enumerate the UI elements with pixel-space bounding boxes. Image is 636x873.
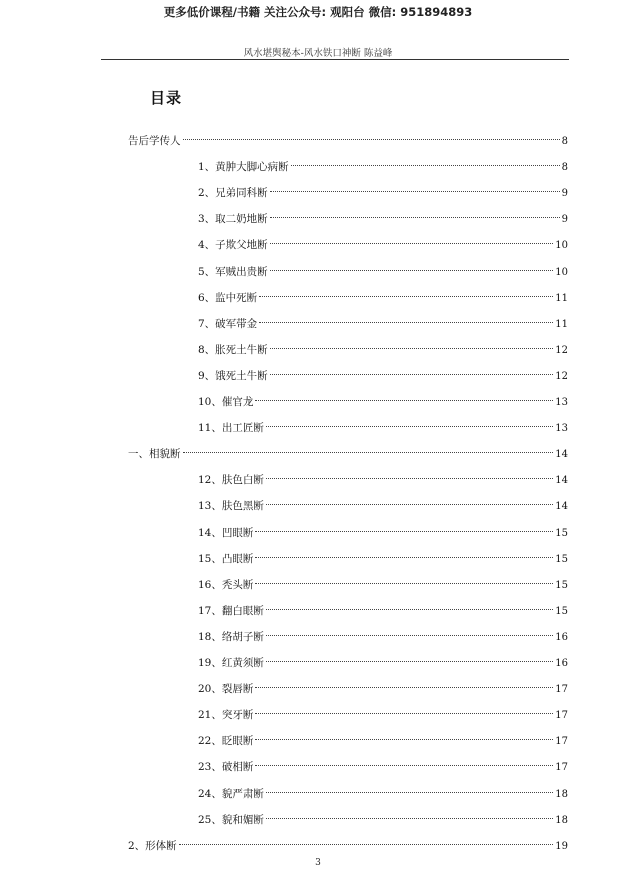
dot-leader bbox=[266, 635, 553, 636]
dot-leader bbox=[255, 739, 553, 740]
toc-entry[interactable] bbox=[198, 757, 568, 777]
toc-entry-page: 15 bbox=[555, 527, 568, 539]
toc-entry[interactable] bbox=[198, 288, 568, 308]
toc-entry-label: 2、兄弟同科断 bbox=[198, 187, 268, 200]
toc-section-entry[interactable] bbox=[128, 836, 568, 856]
running-header: 风水堪舆秘本-风水铁口神断 陈益峰 bbox=[243, 48, 393, 59]
dot-leader bbox=[255, 713, 553, 714]
dot-leader bbox=[266, 818, 553, 819]
toc-entry[interactable] bbox=[198, 679, 568, 699]
toc-entry[interactable] bbox=[198, 784, 568, 804]
toc-entry[interactable] bbox=[198, 549, 568, 569]
dot-leader bbox=[255, 687, 553, 688]
toc-entry-label: 21、突牙断 bbox=[198, 709, 254, 722]
toc-entry[interactable] bbox=[198, 653, 568, 673]
toc-entry[interactable] bbox=[198, 392, 568, 412]
dot-leader bbox=[255, 531, 553, 532]
toc-entry-page: 15 bbox=[555, 553, 568, 565]
toc-entry[interactable] bbox=[198, 340, 568, 360]
toc-entry-label: 7、破军带金 bbox=[198, 317, 258, 330]
toc-entry-label: 一、相貌断 bbox=[128, 448, 181, 461]
toc-entry[interactable] bbox=[198, 262, 568, 282]
toc-entry-label: 6、监中死断 bbox=[198, 291, 258, 304]
dot-leader bbox=[266, 426, 553, 427]
dot-leader bbox=[266, 609, 553, 610]
toc-entry-page: 10 bbox=[555, 240, 568, 252]
toc-entry[interactable] bbox=[198, 235, 568, 255]
toc-entry-page: 14 bbox=[555, 501, 568, 513]
toc-entry-page: 11 bbox=[555, 292, 568, 304]
dot-leader bbox=[270, 217, 560, 218]
dot-leader bbox=[259, 322, 553, 323]
toc-entry-label: 18、络胡子断 bbox=[198, 630, 264, 643]
toc-entry-page: 17 bbox=[555, 684, 568, 696]
toc-entry-page: 12 bbox=[555, 370, 568, 382]
toc-entry-page: 16 bbox=[555, 631, 568, 643]
dot-leader bbox=[270, 374, 554, 375]
toc-entry[interactable] bbox=[198, 314, 568, 334]
header-rule bbox=[101, 59, 569, 60]
toc-entry-page: 19 bbox=[555, 840, 568, 852]
toc-entry-page: 14 bbox=[555, 449, 568, 461]
toc-entry-page: 14 bbox=[555, 475, 568, 487]
toc-entry[interactable] bbox=[198, 496, 568, 516]
toc-entry[interactable] bbox=[198, 523, 568, 543]
toc-entry-label: 13、肤色黑断 bbox=[198, 500, 264, 513]
toc-entry-label: 15、凸眼断 bbox=[198, 552, 254, 565]
toc-entry[interactable] bbox=[198, 810, 568, 830]
toc-entry-label: 12、肤色白断 bbox=[198, 474, 264, 487]
toc-entry-label: 14、凹眼断 bbox=[198, 526, 254, 539]
top-banner: 更多低价课程/书籍 关注公众号: 观阳台 微信: 951894893 bbox=[163, 5, 473, 19]
toc-section-entry[interactable] bbox=[128, 131, 568, 151]
toc-entry-label: 22、眨眼断 bbox=[198, 735, 254, 748]
dot-leader bbox=[255, 583, 553, 584]
page-number: 3 bbox=[315, 858, 321, 868]
toc-entry-label: 5、军贼出贵断 bbox=[198, 265, 268, 278]
toc-entry-label: 16、秃头断 bbox=[198, 578, 254, 591]
toc-entry[interactable] bbox=[198, 209, 568, 229]
toc-entry-page: 13 bbox=[555, 397, 568, 408]
toc-entry[interactable] bbox=[198, 627, 568, 647]
toc-entry-page: 15 bbox=[555, 579, 568, 591]
toc-entry-label: 23、破相断 bbox=[198, 761, 254, 774]
toc-entry-page: 18 bbox=[555, 814, 568, 826]
dot-leader bbox=[183, 452, 554, 453]
toc-entry-page: 8 bbox=[561, 136, 568, 147]
toc-entry[interactable] bbox=[198, 470, 568, 490]
toc-entry-label: 1、黄肿大脚心病断 bbox=[198, 161, 289, 174]
dot-leader bbox=[183, 139, 560, 140]
toc-entry[interactable] bbox=[198, 575, 568, 595]
dot-leader bbox=[255, 400, 553, 401]
toc-entry-page: 17 bbox=[555, 736, 568, 748]
toc-entry-page: 9 bbox=[561, 188, 568, 200]
dot-leader bbox=[270, 348, 554, 349]
toc-entry-page: 15 bbox=[555, 605, 568, 617]
toc-entry[interactable] bbox=[198, 601, 568, 621]
toc-entry-page: 11 bbox=[555, 318, 568, 330]
toc-entry-label: 8、胀死土牛断 bbox=[198, 343, 268, 356]
toc-entry[interactable] bbox=[198, 157, 568, 177]
toc-entry-label: 20、裂唇断 bbox=[198, 683, 254, 696]
toc-entry-page: 9 bbox=[561, 214, 568, 226]
toc-entry[interactable] bbox=[198, 418, 568, 438]
toc-entry-page: 17 bbox=[555, 710, 568, 722]
dot-leader bbox=[266, 792, 553, 793]
toc-entry-label: 11、出工匠断 bbox=[198, 422, 264, 435]
toc-entry-page: 13 bbox=[555, 423, 568, 435]
toc-entry-label: 3、取二奶地断 bbox=[198, 213, 268, 226]
toc-entry-label: 25、貌和媚断 bbox=[198, 813, 264, 826]
toc-entry-label: 4、子欺父地断 bbox=[198, 239, 268, 252]
dot-leader bbox=[291, 165, 560, 166]
toc-entry-page: 17 bbox=[555, 762, 568, 774]
toc-entry-label: 24、貌严肃断 bbox=[198, 787, 264, 800]
dot-leader bbox=[266, 504, 553, 505]
toc-entry-label: 17、翻白眼断 bbox=[198, 604, 264, 617]
dot-leader bbox=[270, 270, 554, 271]
toc-entry-label: 2、形体断 bbox=[128, 839, 177, 852]
dot-leader bbox=[255, 557, 553, 558]
dot-leader bbox=[179, 844, 554, 845]
toc-title: 目录 bbox=[150, 89, 183, 107]
toc-entry[interactable] bbox=[198, 183, 568, 203]
toc-entry[interactable] bbox=[198, 731, 568, 751]
toc-entry-label: 19、红黄须断 bbox=[198, 657, 264, 669]
toc-entry-label: 9、饿死土牛断 bbox=[198, 369, 268, 382]
toc-entry-page: 8 bbox=[561, 162, 568, 174]
dot-leader bbox=[259, 296, 553, 297]
dot-leader bbox=[266, 478, 553, 479]
dot-leader bbox=[266, 661, 553, 662]
dot-leader bbox=[255, 765, 553, 766]
toc-entry-page: 16 bbox=[555, 658, 568, 669]
toc-entry[interactable] bbox=[198, 705, 568, 725]
toc-entry-page: 10 bbox=[555, 266, 568, 278]
toc-entry-label: 告后学传人 bbox=[128, 135, 181, 147]
toc-entry[interactable] bbox=[198, 366, 568, 386]
toc-entry-page: 18 bbox=[555, 788, 568, 800]
dot-leader bbox=[270, 191, 560, 192]
toc-entry-label: 10、催官龙 bbox=[198, 396, 254, 408]
toc-section-entry[interactable] bbox=[128, 444, 568, 464]
dot-leader bbox=[270, 243, 554, 244]
toc-entry-page: 12 bbox=[555, 344, 568, 356]
